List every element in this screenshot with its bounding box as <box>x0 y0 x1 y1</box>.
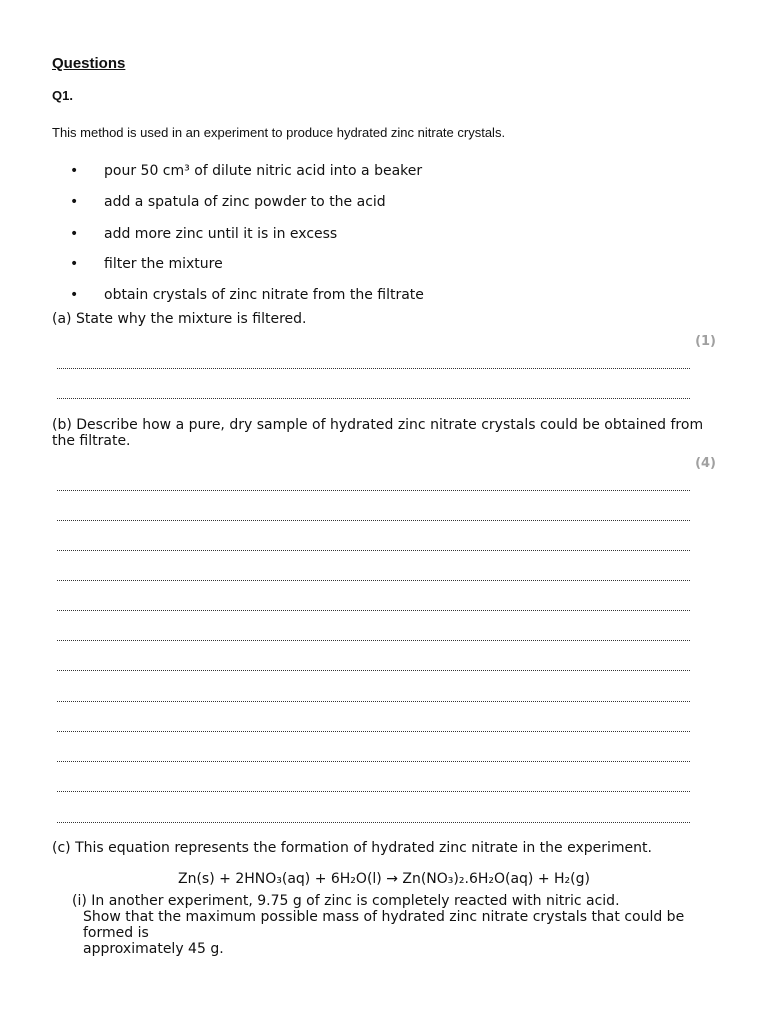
answer-line[interactable] <box>57 781 690 792</box>
part-b-question: (b) Describe how a pure, dry sample of hydrated zinc nitrate crystals could be obtained from the filtrate. <box>52 417 704 449</box>
answer-line[interactable] <box>57 388 690 399</box>
answer-line[interactable] <box>57 691 690 702</box>
method-step: filter the mixture <box>104 256 223 272</box>
question-intro: This method is used in an experiment to produce hydrated zinc nitrate crystals. <box>52 125 506 140</box>
method-step: obtain crystals of zinc nitrate from the filtrate <box>104 287 424 303</box>
part-c-i-line: Show that the maximum possible mass of hydrated zinc nitrate crystals that could be formed is <box>83 909 685 941</box>
part-a-marks: (1) <box>695 334 716 349</box>
answer-line[interactable] <box>57 540 690 551</box>
bullet-icon: • <box>70 194 79 210</box>
answer-line[interactable] <box>57 660 690 671</box>
part-a-question: (a) State why the mixture is filtered. <box>52 311 307 327</box>
page-heading: Questions <box>52 55 126 72</box>
answer-line[interactable] <box>57 570 690 581</box>
chemical-equation: Zn(s) + 2HNO₃(aq) + 6H₂O(l) → Zn(NO₃)₂.6H₂O(aq) + H₂(g) <box>178 871 590 887</box>
answer-line[interactable] <box>57 630 690 641</box>
part-c-i-question <box>72 893 712 957</box>
answer-line[interactable] <box>57 510 690 521</box>
bullet-icon: • <box>70 163 79 179</box>
method-step: pour 50 cm³ of dilute nitric acid into a beaker <box>104 163 423 179</box>
question-number: Q1. <box>52 88 73 103</box>
answer-line[interactable] <box>57 751 690 762</box>
answer-line[interactable] <box>57 480 690 491</box>
part-b-marks: (4) <box>695 456 716 471</box>
bullet-icon: • <box>70 256 79 272</box>
bullet-icon: • <box>70 287 79 303</box>
answer-line[interactable] <box>57 812 690 823</box>
answer-line[interactable] <box>57 721 690 732</box>
method-step: add more zinc until it is in excess <box>104 226 338 242</box>
answer-line[interactable] <box>57 600 690 611</box>
part-c-i-line: (i) In another experiment, 9.75 g of zinc is completely reacted with nitric acid. <box>72 893 620 909</box>
part-c-question: (c) This equation represents the formation of hydrated zinc nitrate in the experiment. <box>52 840 652 856</box>
answer-line[interactable] <box>57 358 690 369</box>
bullet-icon: • <box>70 226 79 242</box>
part-c-i-line: approximately 45 g. <box>83 941 224 957</box>
method-step: add a spatula of zinc powder to the acid <box>104 194 386 210</box>
